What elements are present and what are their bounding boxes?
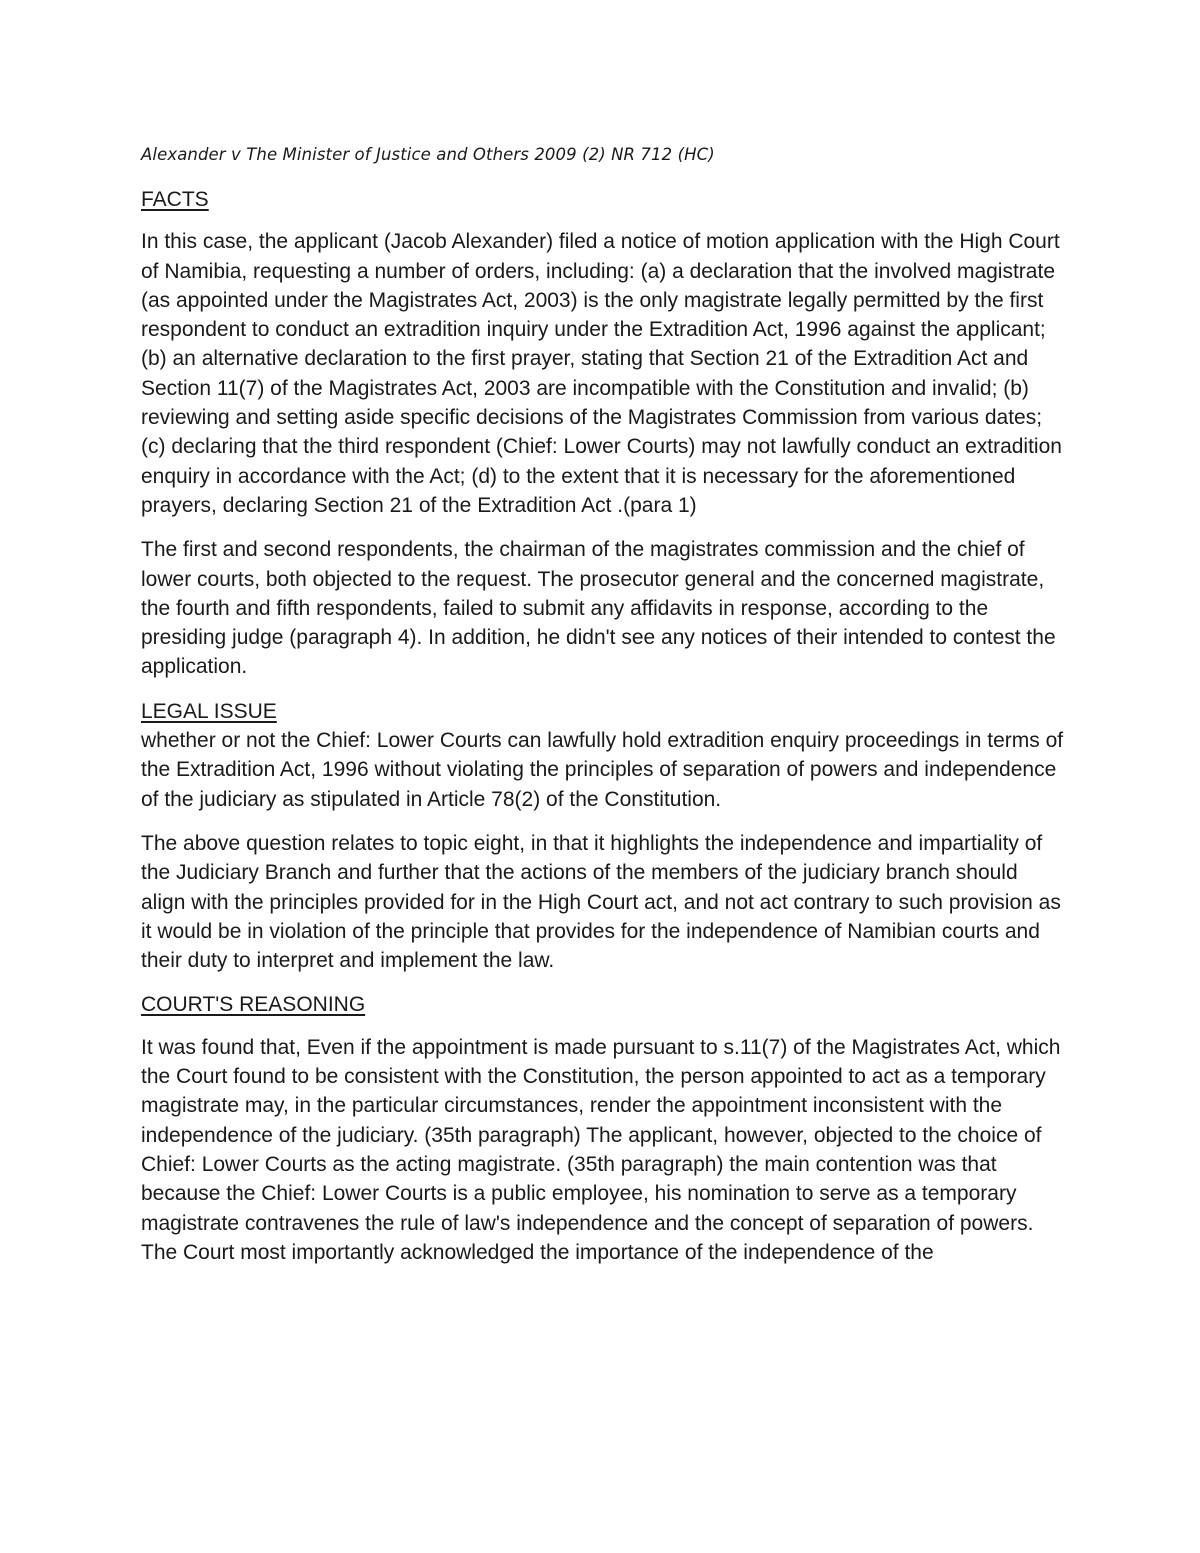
case-citation: Alexander v The Minister of Justice and Others 2009 (2) NR 712 (HC) <box>141 145 715 164</box>
reasoning-paragraph-1: It was found that, Even if the appointment is made pursuant to s.11(7) of the Magistrates Act, which the Court found to be consistent with the Constitution, the person appointed to act as a temporary magistrate may, in the particular circumstances, render the appointment inconsistent with the independence of the judiciary. (35th paragraph) The applicant, however, objected to the choice of Chief: Lower Courts as the acting magistrate. (35th paragraph) the main contention was that because the Chief: Lower Courts is a public employee, his nomination to serve as a temporary magistrate contravenes the rule of law's independence and the concept of separation of powers. The Court most importantly acknowledged the importance of the independence of the <box>141 1035 1061 1264</box>
facts-heading: FACTS <box>141 188 209 211</box>
facts-paragraph-1: In this case, the applicant (Jacob Alexander) filed a notice of motion application with the High Court of Namibia, requesting a number of orders, including: (a) a declaration that the involved magistrate (as appointed under the Magistrates Act, 2003) is the only magistrate legally permitted by the first respondent to conduct an extradition inquiry under the Extradition Act, 1996 against the applicant; (b) an alternative declaration to the first prayer, stating that Section 21 of the Extradition Act and Section 11(7) of the Magistrates Act, 2003 are incompatible with the Constitution and invalid; (b) reviewing and setting aside specific decisions of the Magistrates Commission from various dates; (c) declaring that the third respondent (Chief: Lower Courts) may not lawfully conduct an extradition enquiry in accordance with the Act; (d) to the extent that it is necessary for the aforementioned prayers, declaring Section 21 of the Extradition Act .(para 1) <box>141 230 1062 517</box>
document-body <box>141 143 1066 1267</box>
reasoning-heading: COURT'S REASONING <box>141 993 366 1017</box>
legal-issue-heading: LEGAL ISSUE <box>141 699 277 723</box>
facts-paragraph-2: The first and second respondents, the chairman of the magistrates commission and the chief of lower courts, both objected to the request. The prosecutor general and the concerned magistrate, the fourth and fifth respondents, failed to submit any affidavits in response, according to the presiding judge (paragraph 4). In addition, he didn't see any notices of their intended to contest the application. <box>141 538 1056 679</box>
legal-issue-paragraph-2: The above question relates to topic eight, in that it highlights the independence and impartiality of the Judiciary Branch and further that the actions of the members of the judiciary branch should align with the principles provided for in the High Court act, and not act contrary to such provision as it would be in violation of the principle that provides for the independence of Namibian courts and their duty to interpret and implement the law. <box>141 831 1061 973</box>
legal-issue-paragraph-1: whether or not the Chief: Lower Courts can lawfully hold extradition enquiry proceedings in terms of the Extradition Act, 1996 without violating the principles of separation of powers and independence of the judiciary as stipulated in Article 78(2) of the Constitution. <box>141 729 1064 811</box>
